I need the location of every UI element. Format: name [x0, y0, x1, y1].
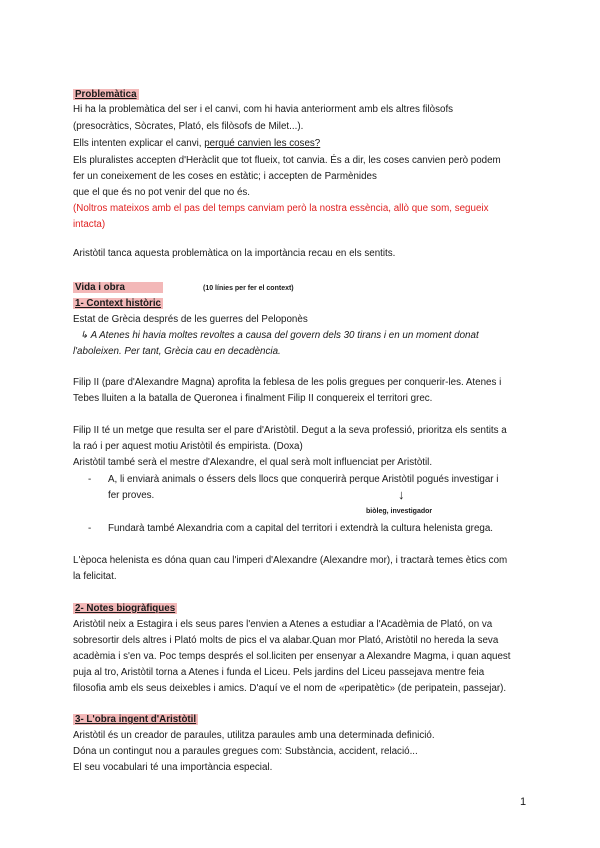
- paragraph-line: Filip II (pare d'Alexandre Magna) aprofita la feblesa de les polis gregues per conquerir-les. Atenes i: [73, 377, 502, 388]
- paragraph-line: Filip II té un metge que resulta ser el pare d'Aristòtil. Degut a la seva professió, prioritza els sentits a: [73, 425, 507, 436]
- paragraph-line: l'aboleixen. Per tant, Grècia cau en decadència.: [73, 346, 281, 357]
- paragraph-line: Aristòtil tanca aquesta problemàtica on la importància recau en els sentits.: [73, 248, 396, 259]
- paragraph-line: Ells intenten explicar el canvi, perqué canvien les coses?: [73, 138, 321, 149]
- paragraph-line: Aristòtil neix a Estagira i els seus pares l'envien a Atenes a estudiar a l'Acadèmia de Plató, on va: [73, 619, 493, 630]
- bullet-dash: -: [88, 474, 92, 485]
- paragraph-line: Aristòtil també serà el mestre d'Alexandre, el qual serà molt influenciat per Aristòtil.: [73, 457, 433, 468]
- bullet-dash: -: [88, 523, 92, 534]
- arrow-note: biòleg, investigador: [366, 508, 433, 515]
- underlined-question: perqué canvien les coses?: [204, 138, 321, 149]
- subsection-heading-obra: 3- L'obra ingent d'Aristòtil: [75, 714, 197, 725]
- paragraph-line: Els pluralistes accepten d'Heràclit que tot flueix, tot canvia. És a dir, les coses canvien però podem: [73, 155, 501, 166]
- paragraph-line: ↳ A Atenes hi havia moltes revoltes a causa del govern dels 30 tirans i en un moment donat: [80, 330, 479, 341]
- paragraph-line: puja al tro, Aristòtil torna a Atenes i funda el Liceu. Pels jardins del Liceu passejava mentre feia: [73, 667, 485, 678]
- paragraph-line: acadèmia i s'en va. Poc temps després el sol.liciten per ensenyar a Alexandre Magma, i quan aquest: [73, 651, 511, 662]
- red-note-line: (Noltros mateixos amb el pas del temps canviam però la nostra essència, allò que som, segueix: [73, 203, 489, 214]
- red-note-line: intacta): [73, 219, 106, 230]
- bullet-line: fer proves.: [108, 490, 155, 501]
- paragraph-line: L'època helenista es dóna quan cau l'imperi d'Alexandre (Alexandre mor), i tractarà temes ètics com: [73, 555, 508, 566]
- down-arrow-icon: ↓: [398, 487, 405, 502]
- subsection-heading-notes: 2- Notes biogràfiques: [75, 603, 176, 614]
- paragraph-line: Aristòtil és un creador de paraules, utilitza paraules amb una determinada definició.: [73, 730, 435, 741]
- bullet-line: A, li enviarà animals o éssers dels llocs que conquerirà perque Aristòtil pogués investigar i: [108, 474, 499, 485]
- paragraph-line: El seu vocabulari té una importància especial.: [73, 762, 273, 773]
- section-heading-problematica: Problemàtica: [75, 89, 137, 100]
- section-heading-vida: Vida i obra: [73, 279, 163, 297]
- paragraph-line: sobresortir dels altres i Plató molts de pics el va alabar.Quan mor Plató, Aristòtil no hereda la seva: [73, 635, 499, 646]
- paragraph-line: Hi ha la problemàtica del ser i el canvi, com hi havia anteriorment amb els altres filòsofs: [73, 104, 454, 115]
- bullet-line: Fundarà també Alexandria com a capital del territori i extendrà la cultura helenista grega.: [108, 523, 494, 534]
- page-number: 1: [520, 796, 527, 808]
- paragraph-line: que el que és no pot venir del que no és.: [73, 187, 251, 198]
- paragraph-line: (presocràtics, Sòcrates, Plató, els filòsofs de Milet...).: [73, 121, 304, 132]
- paragraph-line: la raó i per aquest motiu Aristòtil és empirista. (Doxa): [73, 441, 303, 452]
- paragraph-line: Tebes lluiten a la batalla de Queronea i finalment Filip II conquereix el territori grec.: [73, 393, 433, 404]
- paragraph-line: la felicitat.: [73, 571, 117, 582]
- paragraph-line: fer un coneixement de les coses en estàtic; i accepten de Parmènides: [73, 171, 377, 182]
- paragraph-line: Estat de Grècia després de les guerres del Peloponès: [73, 314, 308, 325]
- paragraph-line: Dóna un contingut nou a paraules gregues com: Substància, accident, relació...: [73, 746, 418, 757]
- subsection-heading-context: 1- Context històric: [75, 298, 162, 309]
- paragraph-line: filosofia amb els seus deixebles i amics. D'aquí ve el nom de «peripatètic» (de peripatein, passejar).: [73, 683, 507, 694]
- context-note: (10 línies per fer el context): [203, 285, 294, 292]
